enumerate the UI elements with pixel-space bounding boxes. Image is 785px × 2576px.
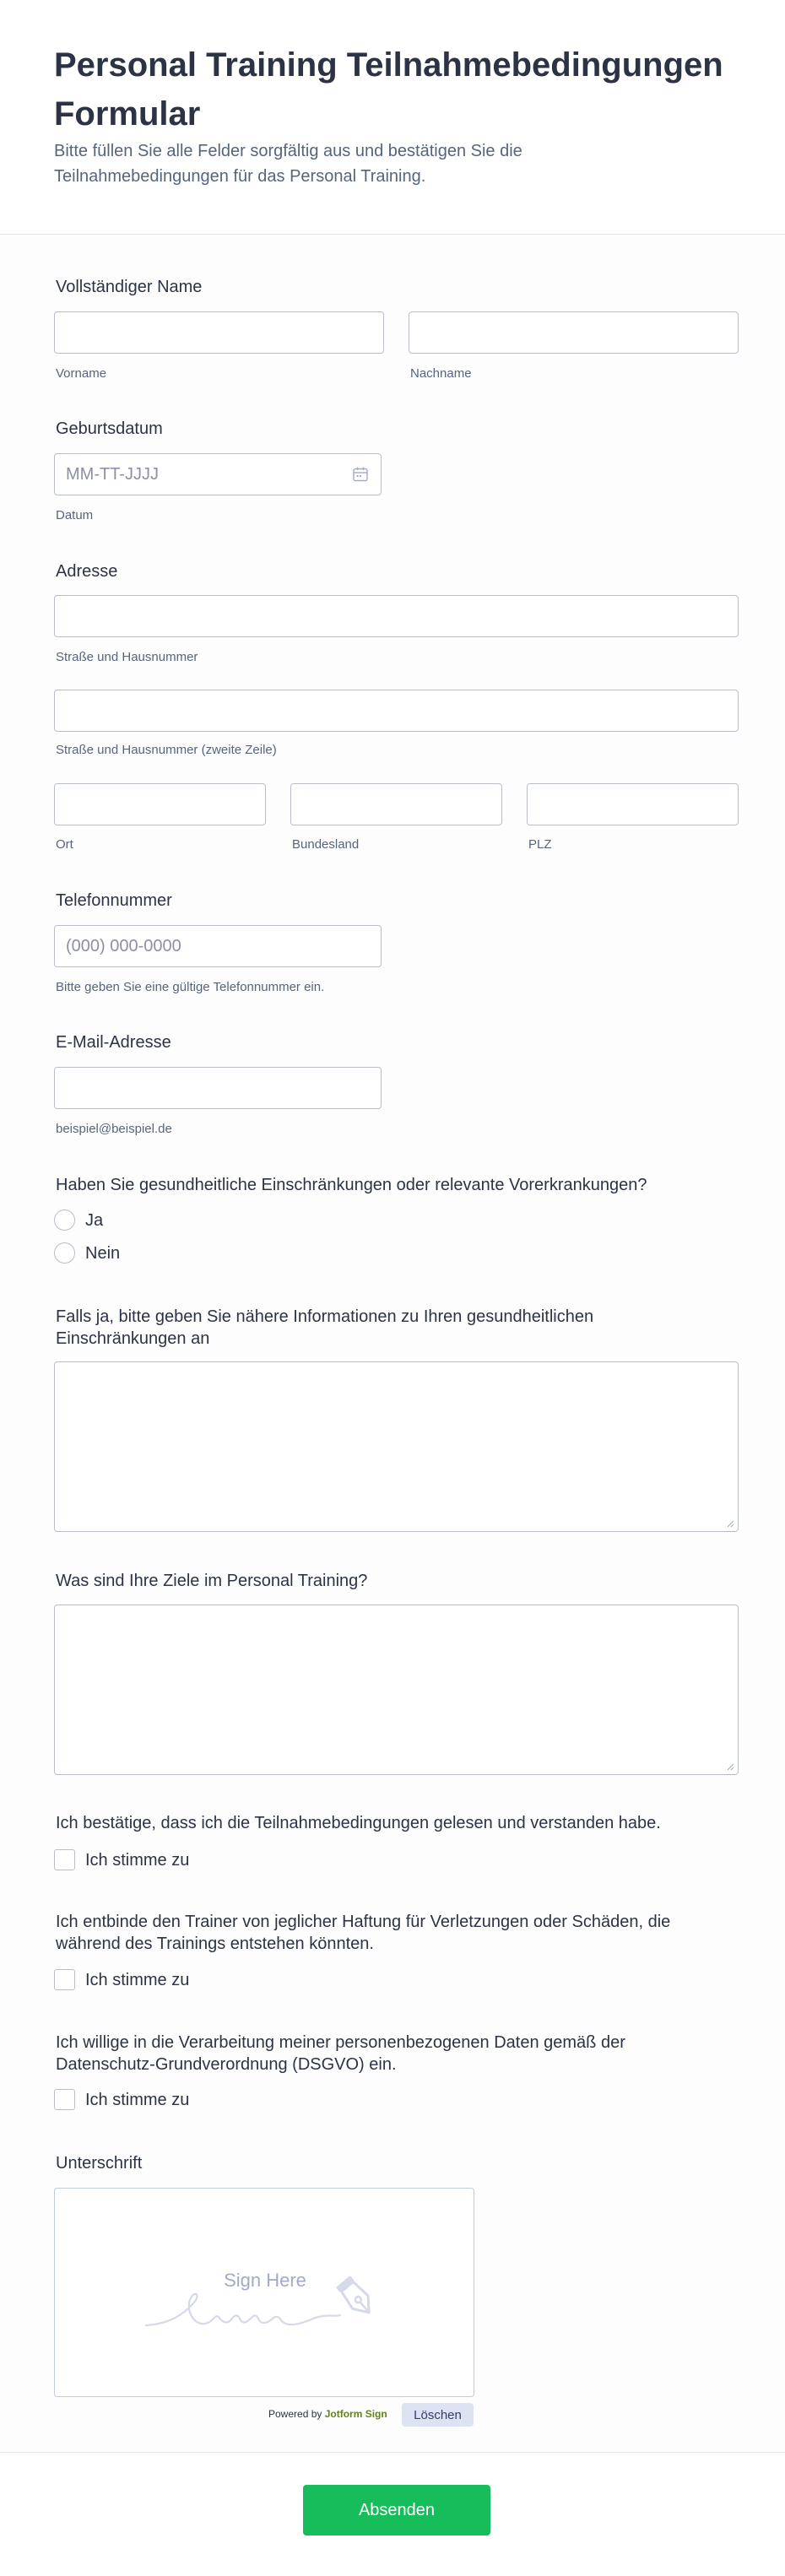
- consent-terms-option[interactable]: Ich stimme zu: [85, 1851, 190, 1870]
- jotform-sign-brand[interactable]: Jotform Sign: [324, 2408, 387, 2420]
- city-input[interactable]: [55, 784, 265, 825]
- powered-prefix: Powered by: [268, 2408, 322, 2420]
- first-name-sublabel: Vorname: [56, 366, 107, 381]
- birth-date-field[interactable]: [54, 453, 382, 495]
- birth-date-label: Geburtsdatum: [56, 419, 163, 438]
- consent-gdpr-label: Ich willige in die Verarbeitung meiner personenbezogenen Daten gemäß der Datenschutz-Grundverordnung (DSGVO) ein.: [56, 2033, 625, 2074]
- health-details-label: Falls ja, bitte geben Sie nähere Informationen zu Ihren gesundheitlichen Einschränkungen an: [56, 1307, 594, 1348]
- state-field[interactable]: [290, 783, 502, 825]
- email-field[interactable]: [54, 1067, 382, 1109]
- email-sublabel: beispiel@beispiel.de: [56, 1122, 172, 1136]
- consent-gdpr-checkbox[interactable]: [54, 2089, 75, 2110]
- health-radio-yes[interactable]: [54, 1210, 75, 1231]
- phone-input[interactable]: [55, 926, 381, 966]
- health-option-yes[interactable]: Ja: [85, 1211, 104, 1230]
- state-sublabel: Bundesland: [292, 837, 360, 852]
- street2-field[interactable]: [54, 690, 739, 732]
- resize-grip-icon[interactable]: [727, 1520, 734, 1528]
- signature-pad[interactable]: [54, 2188, 474, 2397]
- phone-label: Telefonnummer: [56, 891, 172, 910]
- street2-sublabel: Straße und Hausnummer (zweite Zeile): [56, 743, 277, 757]
- consent-liability-checkbox[interactable]: [54, 1969, 75, 1990]
- goals-label: Was sind Ihre Ziele im Personal Training?: [56, 1572, 368, 1590]
- full-name-label: Vollständiger Name: [56, 278, 203, 296]
- street-field[interactable]: [54, 595, 739, 637]
- zip-field[interactable]: [527, 783, 739, 825]
- consent-gdpr-option[interactable]: Ich stimme zu: [85, 2091, 190, 2109]
- submit-button[interactable]: Absenden: [303, 2485, 490, 2535]
- consent-liability-option[interactable]: Ich stimme zu: [85, 1971, 190, 1989]
- signature-label: Unterschrift: [56, 2154, 143, 2173]
- resize-grip-icon[interactable]: [727, 1763, 734, 1771]
- email-label: E-Mail-Adresse: [56, 1033, 171, 1052]
- street2-input[interactable]: [55, 690, 738, 731]
- powered-by: [268, 2407, 387, 2421]
- first-name-field[interactable]: [54, 311, 384, 354]
- birth-date-sublabel: Datum: [56, 508, 94, 522]
- health-radio-no[interactable]: [54, 1242, 75, 1264]
- signature-placeholder: Sign Here: [224, 2270, 306, 2291]
- zip-sublabel: PLZ: [528, 837, 552, 852]
- city-field[interactable]: [54, 783, 266, 825]
- last-name-field[interactable]: [409, 311, 739, 354]
- city-sublabel: Ort: [56, 837, 73, 852]
- address-label: Adresse: [56, 562, 118, 581]
- clear-signature-button[interactable]: Löschen: [402, 2403, 474, 2427]
- calendar-icon[interactable]: [352, 466, 369, 483]
- street-sublabel: Straße und Hausnummer: [56, 650, 198, 664]
- goals-textarea[interactable]: [55, 1605, 738, 1774]
- phone-sublabel: Bitte geben Sie eine gültige Telefonnummer ein.: [56, 980, 325, 994]
- footer-divider: [0, 2452, 785, 2453]
- health-option-no[interactable]: Nein: [85, 1244, 121, 1263]
- consent-terms-label: Ich bestätige, dass ich die Teilnahmebedingungen gelesen und verstanden habe.: [56, 1814, 661, 1832]
- street-input[interactable]: [55, 596, 738, 636]
- health-label: Haben Sie gesundheitliche Einschränkungen oder relevante Vorerkrankungen?: [56, 1176, 647, 1194]
- first-name-input[interactable]: [55, 312, 383, 353]
- email-input[interactable]: [55, 1068, 381, 1108]
- consent-terms-checkbox[interactable]: [54, 1849, 75, 1870]
- birth-date-input[interactable]: [55, 454, 381, 495]
- last-name-sublabel: Nachname: [410, 366, 472, 381]
- form-title: Personal Training Teilnahmebedingungen Formular: [54, 46, 723, 133]
- last-name-input[interactable]: [409, 312, 738, 353]
- state-input[interactable]: [291, 784, 501, 825]
- consent-liability-label: Ich entbinde den Trainer von jeglicher Haftung für Verletzungen oder Schäden, die während des Trainings entstehen könnten.: [56, 1913, 671, 1953]
- health-details-field[interactable]: [54, 1361, 739, 1532]
- goals-field[interactable]: [54, 1605, 739, 1775]
- form-subtitle: Bitte füllen Sie alle Felder sorgfältig aus und bestätigen Sie die Teilnahmebedingungen für das Personal Training.: [54, 142, 522, 186]
- health-details-textarea[interactable]: [55, 1362, 738, 1531]
- phone-field[interactable]: [54, 925, 382, 967]
- zip-input[interactable]: [528, 784, 738, 825]
